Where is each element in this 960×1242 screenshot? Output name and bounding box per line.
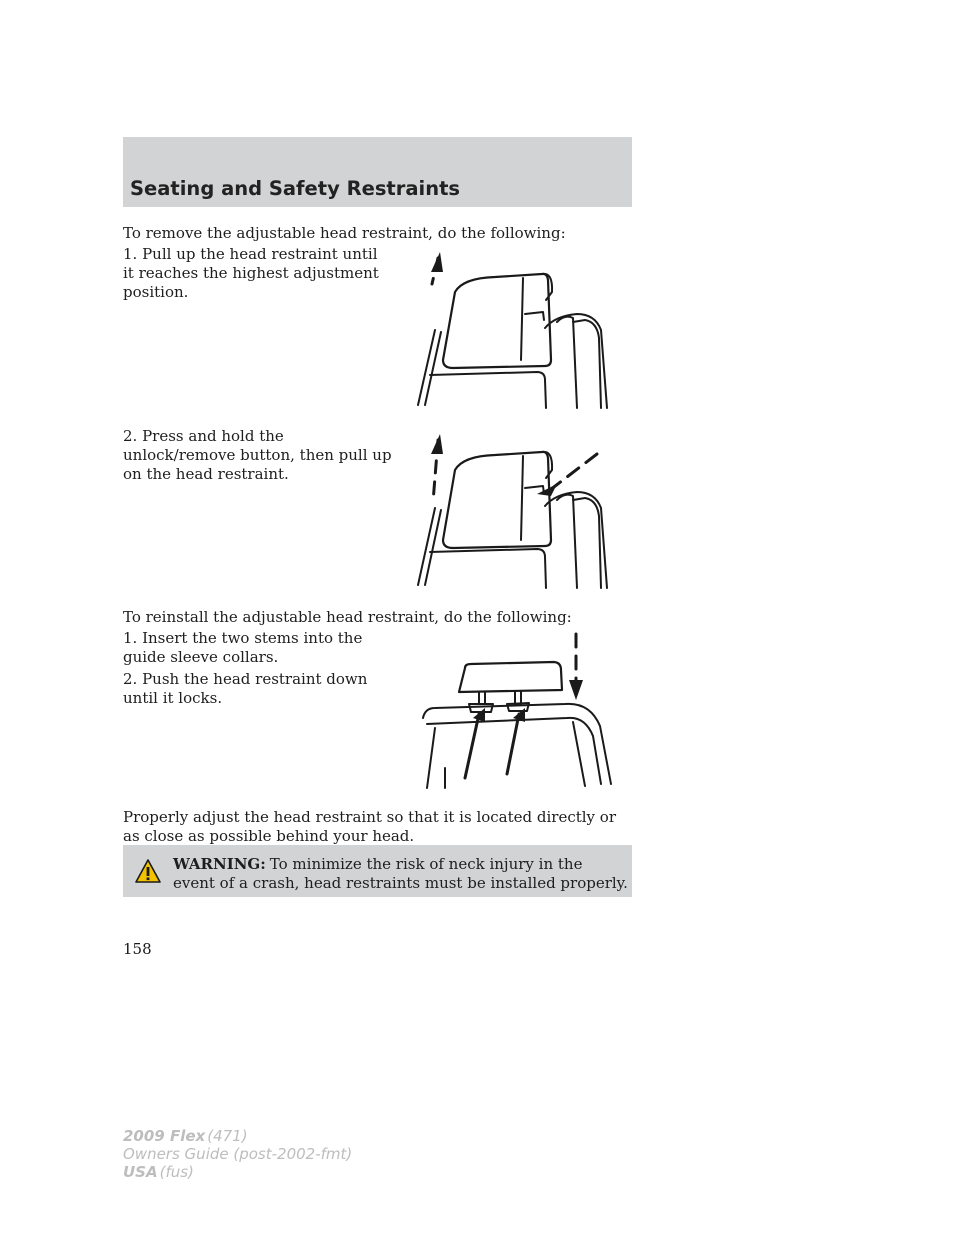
footer-model-code: (471) <box>207 1127 248 1145</box>
footer-market-code: (fus) <box>159 1163 194 1181</box>
page-number: 158 <box>123 940 152 958</box>
footer-model: 2009 Flex <box>123 1127 206 1145</box>
unlock-button-illustration <box>405 430 620 592</box>
warning-label: WARNING: <box>173 855 266 873</box>
footer-market: USA <box>123 1163 158 1181</box>
remove-intro: To remove the adjustable head restraint, do the following: <box>123 224 566 242</box>
footer-line-2: Owners Guide (post-2002-fmt) <box>123 1145 353 1163</box>
warning-box <box>123 845 632 897</box>
warning-message: To minimize the risk of neck injury in the event of a crash, head restraints must be installed properly. <box>173 855 628 892</box>
document-footer <box>123 1127 352 1181</box>
install-step-1: 1. Insert the two stems into the guide sleeve collars. <box>123 629 363 666</box>
warning-triangle-icon <box>134 858 162 884</box>
head-restraint-install-illustration <box>415 628 620 793</box>
install-step-2: 2. Push the head restraint down until it locks. <box>123 670 368 707</box>
section-title: Seating and Safety Restraints <box>130 177 461 200</box>
footer-line-1 <box>123 1127 352 1145</box>
adjust-paragraph: Properly adjust the head restraint so that it is located directly or as close as possible behind your head. <box>123 808 617 845</box>
warning-text <box>173 855 629 893</box>
remove-step-1: 1. Pull up the head restraint until it reaches the highest adjustment position. <box>123 245 379 301</box>
section-header <box>123 137 632 207</box>
remove-step-2: 2. Press and hold the unlock/remove button, then pull up on the head restraint. <box>123 427 392 483</box>
footer-line-3 <box>123 1163 352 1181</box>
head-restraint-pull-up-illustration <box>405 250 620 410</box>
install-intro: To reinstall the adjustable head restraint, do the following: <box>123 608 572 626</box>
